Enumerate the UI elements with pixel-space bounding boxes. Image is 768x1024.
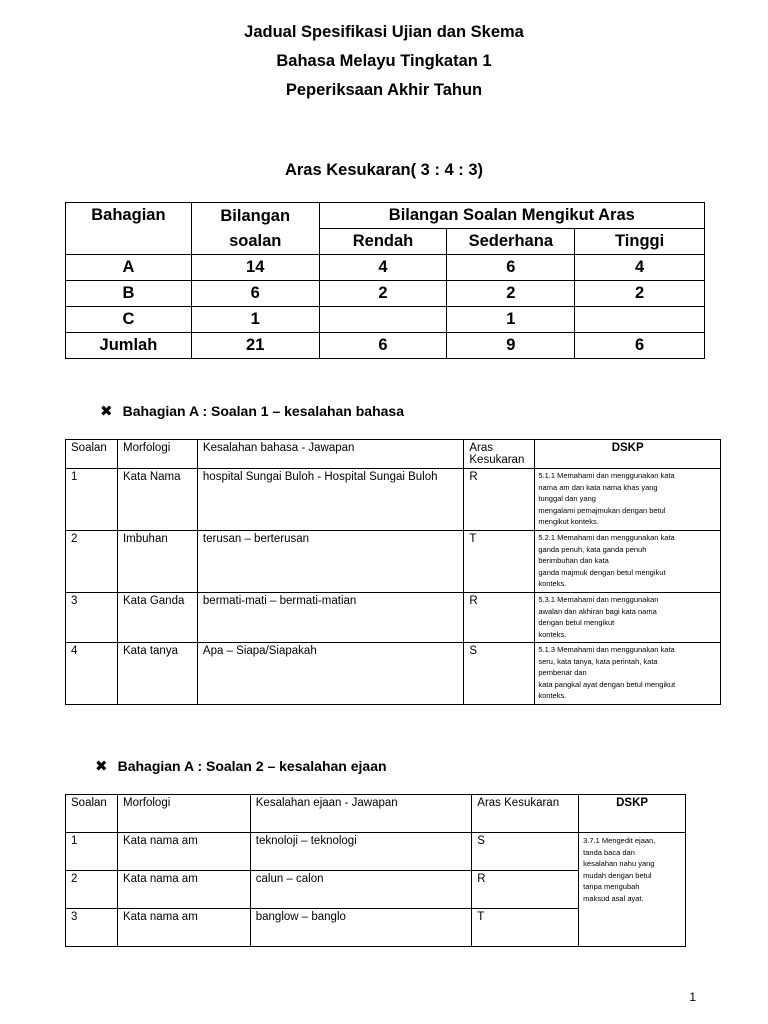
cell-jawapan: bermati-mati – bermati-matian bbox=[197, 593, 463, 643]
cell-aras: S bbox=[472, 833, 579, 871]
cell-morfologi: Kata nama am bbox=[117, 871, 250, 909]
dskp-line: 5.1.3 Memahami dan menggunakan kata bbox=[538, 645, 675, 654]
dskp-line: 3.7.1 Mengedit ejaan, bbox=[583, 836, 656, 845]
table-row bbox=[66, 643, 721, 705]
cell-aras: T bbox=[472, 909, 579, 947]
table-row bbox=[66, 255, 705, 281]
cell-sederhana: 6 bbox=[447, 255, 575, 281]
cell-jawapan: Apa – Siapa/Siapakah bbox=[197, 643, 463, 705]
section1-heading bbox=[100, 402, 404, 420]
col-header-tinggi: Tinggi bbox=[575, 229, 705, 255]
section1-heading-text: Bahagian A : Soalan 1 – kesalahan bahasa bbox=[122, 403, 404, 419]
cell-aras: T bbox=[464, 531, 535, 593]
cell-tinggi bbox=[575, 307, 705, 333]
x-mark-icon: ✖ bbox=[95, 758, 108, 775]
dskp-line: mudah dengan betul bbox=[583, 870, 652, 880]
col-header-group: Bilangan Soalan Mengikut Aras bbox=[319, 203, 704, 229]
cell-aras: R bbox=[464, 469, 535, 531]
cell-tinggi: 6 bbox=[575, 333, 705, 359]
col-header-aras-line2: Kesukaran bbox=[469, 454, 525, 466]
dskp-line: kata pangkal ayat dengan betul mengikut bbox=[538, 679, 676, 689]
col-header-soalan: Soalan bbox=[66, 440, 118, 469]
table-row bbox=[66, 469, 721, 531]
cell-dskp bbox=[535, 593, 721, 643]
cell-rendah bbox=[319, 307, 447, 333]
cell-rendah: 2 bbox=[319, 281, 447, 307]
page-number: 1 bbox=[689, 990, 696, 1004]
table-row bbox=[66, 307, 705, 333]
cell-jawapan: banglow – banglo bbox=[250, 909, 472, 947]
cell-morfologi: Kata tanya bbox=[117, 643, 197, 705]
cell-morfologi: Kata Nama bbox=[117, 469, 197, 531]
section2-heading bbox=[95, 757, 387, 775]
table-row bbox=[66, 531, 721, 593]
cell-aras: R bbox=[464, 593, 535, 643]
col-header-bilangan bbox=[191, 203, 319, 255]
col-header-morfologi: Morfologi bbox=[117, 440, 197, 469]
cell-dskp bbox=[579, 833, 686, 947]
dskp-line: 5.3.1 Memahami dan menggunakan bbox=[538, 595, 659, 604]
col-header-bahagian: Bahagian bbox=[66, 203, 192, 255]
section2-heading-text: Bahagian A : Soalan 2 – kesalahan ejaan bbox=[117, 758, 387, 774]
cell-bilangan: 14 bbox=[191, 255, 319, 281]
dskp-line: konteks. bbox=[538, 629, 567, 639]
table-row bbox=[66, 281, 705, 307]
table-row-total bbox=[66, 333, 705, 359]
cell-tinggi: 4 bbox=[575, 255, 705, 281]
cell-jawapan: calun – calon bbox=[250, 871, 472, 909]
cell-tinggi: 2 bbox=[575, 281, 705, 307]
cell-soalan: 4 bbox=[66, 643, 118, 705]
cell-bilangan: 6 bbox=[191, 281, 319, 307]
x-mark-icon: ✖ bbox=[100, 403, 113, 420]
col-header-sederhana: Sederhana bbox=[447, 229, 575, 255]
section2-table bbox=[65, 794, 686, 947]
cell-dskp bbox=[535, 469, 721, 531]
table-row bbox=[66, 833, 686, 871]
dskp-line: kesalahan nahu yang bbox=[583, 859, 655, 868]
col-header-morfologi: Morfologi bbox=[117, 795, 250, 833]
col-header-aras: Aras Kesukaran bbox=[472, 795, 579, 833]
cell-bilangan: 21 bbox=[191, 333, 319, 359]
dskp-line: konteks. bbox=[538, 579, 567, 588]
cell-bilangan: 1 bbox=[191, 307, 319, 333]
cell-jawapan: teknoloji – teknologi bbox=[250, 833, 472, 871]
title-line-1: Jadual Spesifikasi Ujian dan Skema bbox=[244, 23, 524, 41]
col-header-aras bbox=[464, 440, 535, 469]
cell-soalan: 2 bbox=[66, 531, 118, 593]
cell-morfologi: Kata nama am bbox=[117, 833, 250, 871]
dskp-line: konteks. bbox=[538, 691, 567, 700]
col-header-jawapan: Kesalahan ejaan - Jawapan bbox=[250, 795, 472, 833]
cell-rendah: 4 bbox=[319, 255, 447, 281]
cell-bahagian: B bbox=[66, 281, 192, 307]
col-header-aras-line1: Aras bbox=[469, 442, 494, 454]
cell-bahagian: Jumlah bbox=[66, 333, 192, 359]
cell-morfologi: Kata Ganda bbox=[117, 593, 197, 643]
cell-dskp bbox=[535, 643, 721, 705]
document-title bbox=[0, 18, 768, 105]
cell-aras: R bbox=[472, 871, 579, 909]
col-header-jawapan: Kesalahan bahasa - Jawapan bbox=[197, 440, 463, 469]
col-header-bilangan-line2: soalan bbox=[229, 231, 282, 250]
cell-aras: S bbox=[464, 643, 535, 705]
cell-soalan: 1 bbox=[66, 469, 118, 531]
dskp-line: mengikut konteks. bbox=[538, 517, 599, 526]
cell-soalan: 2 bbox=[66, 871, 118, 909]
dskp-line: 5.2.1 Memahami dan menggunakan kata bbox=[538, 533, 675, 542]
col-header-dskp: DSKP bbox=[535, 440, 721, 469]
cell-rendah: 6 bbox=[319, 333, 447, 359]
cell-bahagian: C bbox=[66, 307, 192, 333]
col-header-soalan: Soalan bbox=[66, 795, 118, 833]
col-header-rendah: Rendah bbox=[319, 229, 447, 255]
cell-jawapan: terusan – berterusan bbox=[197, 531, 463, 593]
dskp-line: 5.1.1 Memahami dan menggunakan kata bbox=[538, 471, 675, 480]
dskp-line: dengan betul mengikut bbox=[538, 618, 615, 627]
cell-soalan: 3 bbox=[66, 909, 118, 947]
dskp-line: awalan dan akhiran bagi kata nama bbox=[538, 606, 657, 616]
dskp-line: berimbuhan dan kata bbox=[538, 556, 609, 565]
section1-table bbox=[65, 439, 721, 705]
cell-sederhana: 2 bbox=[447, 281, 575, 307]
difficulty-ratio-title: Aras Kesukaran( 3 : 4 : 3) bbox=[284, 161, 484, 179]
dskp-line: tanpa mengubah bbox=[583, 882, 640, 891]
dskp-line: seru, kata tanya, kata perintah, kata bbox=[538, 656, 658, 666]
cell-morfologi: Kata nama am bbox=[117, 909, 250, 947]
table-row bbox=[66, 593, 721, 643]
dskp-line: ganda penuh, kata ganda penuh bbox=[538, 544, 647, 554]
dskp-line: mengalami pemajmukan dengan betul bbox=[538, 505, 666, 515]
cell-jawapan: hospital Sungai Buloh - Hospital Sungai Buloh bbox=[197, 469, 463, 531]
cell-dskp bbox=[535, 531, 721, 593]
col-header-dskp: DSKP bbox=[579, 795, 686, 833]
cell-bahagian: A bbox=[66, 255, 192, 281]
dskp-line: nama am dan kata nama khas yang bbox=[538, 482, 658, 492]
dskp-line: maksud asal ayat. bbox=[583, 893, 644, 903]
title-line-3: Peperiksaan Akhir Tahun bbox=[285, 81, 483, 99]
dskp-line: ganda majmuk dengan betul mengikut bbox=[538, 567, 666, 577]
col-header-bilangan-line1: Bilangan bbox=[220, 206, 291, 225]
cell-soalan: 3 bbox=[66, 593, 118, 643]
cell-soalan: 1 bbox=[66, 833, 118, 871]
dskp-line: pembenar dan bbox=[538, 668, 587, 677]
cell-sederhana: 1 bbox=[447, 307, 575, 333]
summary-table bbox=[65, 202, 705, 359]
title-line-2: Bahasa Melayu Tingkatan 1 bbox=[276, 52, 492, 70]
dskp-line: tanda baca dan bbox=[583, 847, 635, 857]
dskp-line: tunggal dan yang bbox=[538, 494, 596, 503]
cell-sederhana: 9 bbox=[447, 333, 575, 359]
cell-morfologi: Imbuhan bbox=[117, 531, 197, 593]
